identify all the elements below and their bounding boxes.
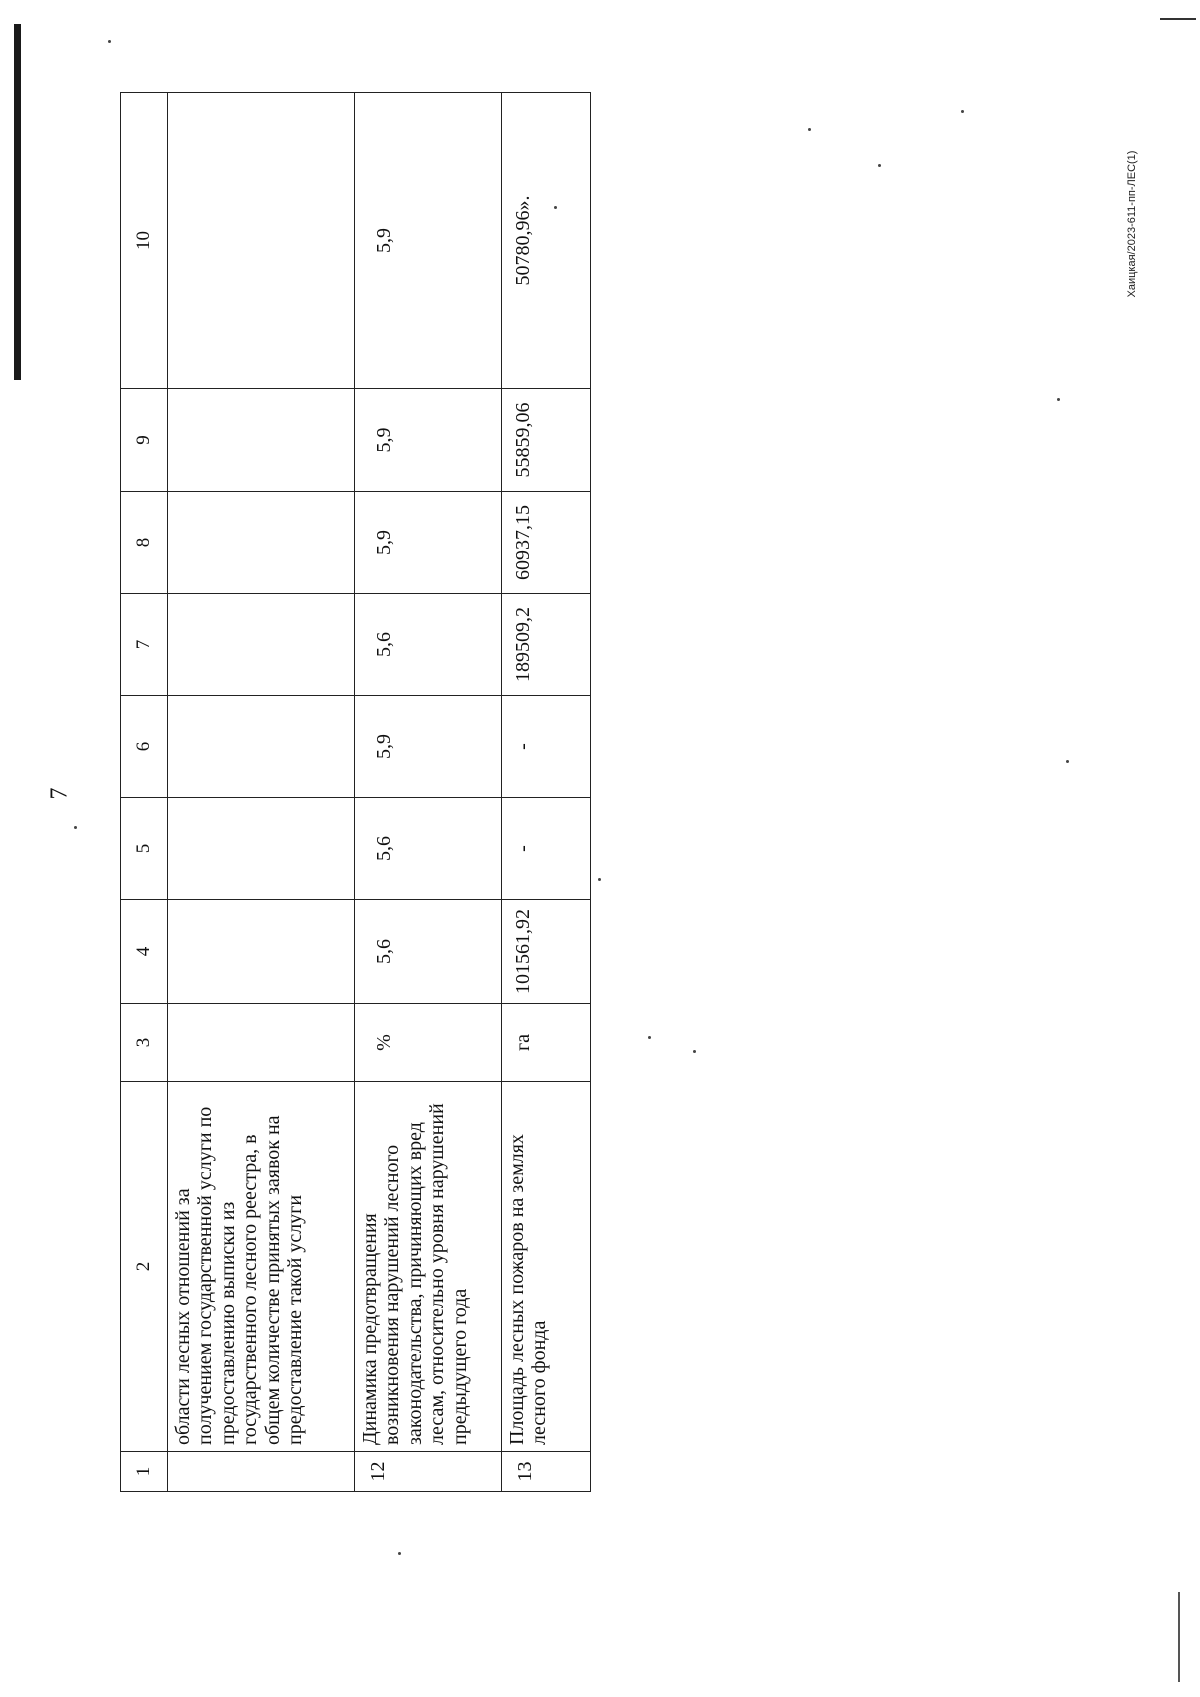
indicators-table: [120, 92, 591, 1492]
unit-cell: га: [502, 1004, 591, 1082]
column-header: 6: [121, 696, 168, 798]
table-row: [168, 93, 355, 1492]
scan-speck: [693, 1050, 696, 1053]
value-cell: 60937,15: [502, 492, 591, 594]
column-header: 7: [121, 594, 168, 696]
scan-corner-mark: [1160, 18, 1196, 20]
unit-cell: [168, 1004, 355, 1082]
row-number: 12: [355, 1452, 502, 1492]
value-cell: [168, 389, 355, 492]
scan-speck: [398, 1552, 401, 1555]
table-row: [502, 93, 591, 1492]
column-header: 9: [121, 389, 168, 492]
value-cell: 5,9: [355, 93, 502, 389]
value-cell: [168, 696, 355, 798]
column-header: 10: [121, 93, 168, 389]
scan-speck: [808, 128, 811, 131]
value-cell: [168, 492, 355, 594]
value-cell: 5,9: [355, 389, 502, 492]
row-number: [168, 1452, 355, 1492]
column-header: 5: [121, 798, 168, 900]
scan-edge-mark: [14, 24, 21, 380]
scan-speck: [108, 40, 111, 43]
indicator-name: Площадь лесных пожаров на землях лесного фонда: [502, 1082, 591, 1452]
scan-speck: [598, 878, 601, 881]
column-header: 8: [121, 492, 168, 594]
value-cell: 5,9: [355, 492, 502, 594]
table-header-row: [121, 93, 168, 1492]
scan-speck: [648, 1036, 651, 1039]
scan-speck: [878, 164, 881, 167]
table-container: [120, 93, 556, 1492]
value-cell: [168, 900, 355, 1004]
value-cell: [168, 93, 355, 389]
indicator-name: Динамика предотвращения возникновения нарушений лесного законодательства, причиняющих вред лесам, относительно уровня нарушений предыдущего года: [355, 1082, 502, 1452]
value-cell: 5,9: [355, 696, 502, 798]
scan-edge-mark-bottom: [1178, 1592, 1180, 1682]
column-header: 3: [121, 1004, 168, 1082]
scan-speck: [961, 110, 964, 113]
document-code: Хаицкая/2023-611-пп-ЛЕС(1): [1126, 150, 1138, 298]
row-number: 13: [502, 1452, 591, 1492]
value-cell: 5,6: [355, 798, 502, 900]
rotated-table: [120, 93, 556, 1492]
value-cell: 5,6: [355, 594, 502, 696]
value-cell: 189509,2: [502, 594, 591, 696]
value-cell: -: [502, 696, 591, 798]
value-cell: 101561,92: [502, 900, 591, 1004]
value-cell: -: [502, 798, 591, 900]
value-cell: [168, 798, 355, 900]
value-cell: 50780,96».: [502, 93, 591, 389]
scan-speck: [1066, 760, 1069, 763]
column-header: 1: [121, 1452, 168, 1492]
value-cell: 55859,06: [502, 389, 591, 492]
table-row: [355, 93, 502, 1492]
value-cell: [168, 594, 355, 696]
page-number: 7: [46, 787, 73, 800]
indicator-name: области лесных отношений за получением государственной услуги по предоставлению выписки из государственного лесного реестра, в общем количестве принятых заявок на предоставление такой услуги: [168, 1082, 355, 1452]
column-header: 4: [121, 900, 168, 1004]
unit-cell: %: [355, 1004, 502, 1082]
value-cell: 5,6: [355, 900, 502, 1004]
column-header: 2: [121, 1082, 168, 1452]
scan-speck: [74, 826, 77, 829]
scan-speck: [1057, 398, 1060, 401]
